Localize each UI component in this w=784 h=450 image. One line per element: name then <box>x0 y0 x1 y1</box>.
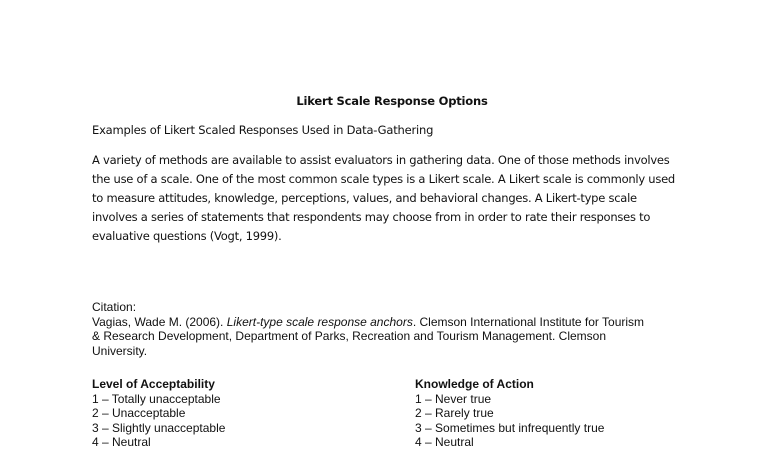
document-subtitle: Examples of Likert Scaled Responses Used in Data-Gathering <box>92 123 434 137</box>
citation-line: & Research Development, Department of Parks, Recreation and Tourism Management. Clemson <box>92 329 607 343</box>
intro-paragraph <box>92 151 692 246</box>
scale-item: 1 – Totally unacceptable <box>92 391 221 406</box>
scale-item: 2 – Unacceptable <box>92 406 186 420</box>
paragraph-line: to measure attitudes, knowledge, perceptions, values, and behavioral changes. A Likert-type scale <box>92 191 637 205</box>
citation-publisher: . Clemson International Institute for Tourism <box>412 314 645 329</box>
citation-line <box>92 315 702 330</box>
scale-item: 1 – Never true <box>415 391 492 406</box>
scale-item: 2 – Rarely true <box>415 406 494 420</box>
scale-knowledge-of-action <box>415 377 604 450</box>
citation-title: Likert-type scale response anchors <box>226 314 413 329</box>
scale-item: 4 – Neutral <box>415 435 474 449</box>
document-title: Likert Scale Response Options <box>296 94 488 108</box>
citation-label: Citation: <box>92 300 137 314</box>
scale-heading: Level of Acceptability <box>92 377 215 391</box>
scale-item: 3 – Slightly unacceptable <box>92 420 226 435</box>
scale-item: 3 – Sometimes but infrequently true <box>415 420 605 435</box>
citation-block <box>92 300 702 358</box>
paragraph-line: the use of a scale. One of the most common scale types is a Likert scale. A Likert scale is commonly used <box>92 172 675 186</box>
paragraph-line: involves a series of statements that respondents may choose from in order to rate their responses to <box>92 210 651 224</box>
scale-item: 4 – Neutral <box>92 435 151 449</box>
paragraph-line: A variety of methods are available to assist evaluators in gathering data. One of those methods involves <box>92 153 670 167</box>
paragraph-line: evaluative questions (Vogt, 1999). <box>92 229 282 243</box>
citation-authors: Vagias, Wade M. (2006). <box>92 314 227 329</box>
citation-line: University. <box>92 343 148 358</box>
scale-level-of-acceptability <box>92 377 225 450</box>
scale-heading: Knowledge of Action <box>415 377 534 391</box>
